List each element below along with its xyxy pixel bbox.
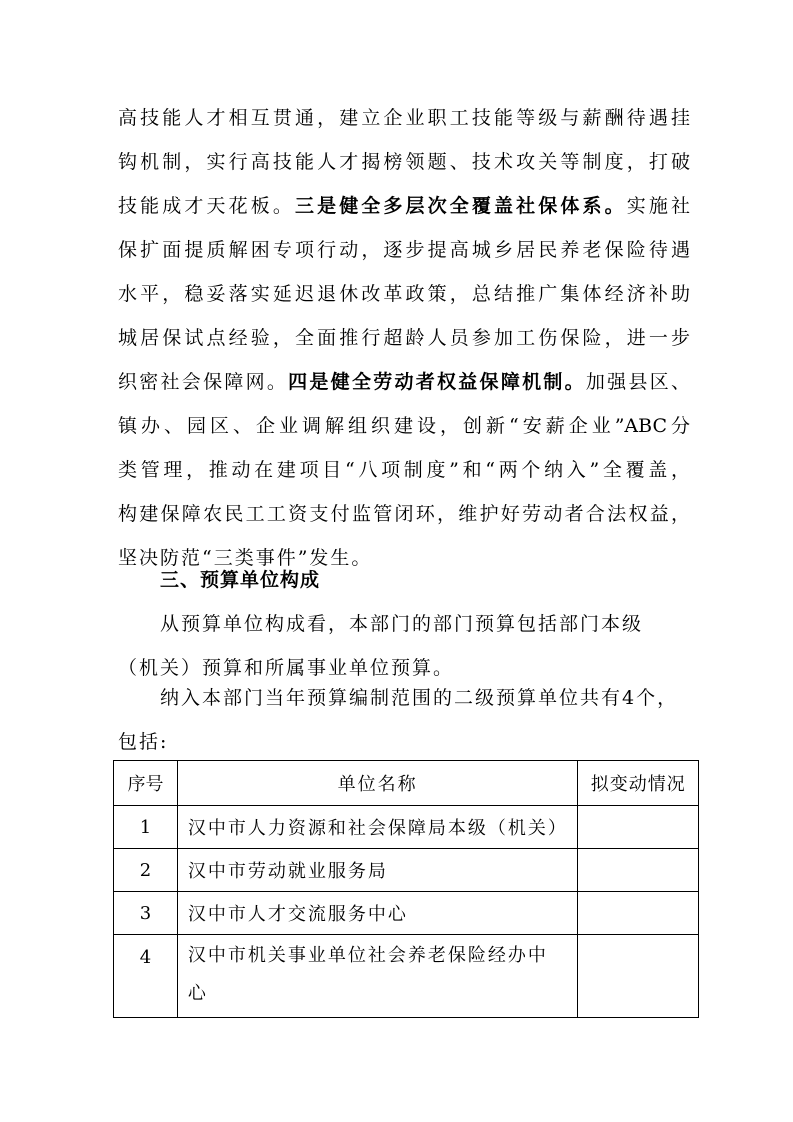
text-line: （机关）预算和所属事业单位预算。 <box>118 657 455 679</box>
bold-highlight: 三是健全多层次全覆盖社保体系。 <box>294 195 627 217</box>
table-row <box>114 935 699 1018</box>
section-heading: 三、预算单位构成 <box>160 569 321 591</box>
text-line: 高技能人才相互贯通，建立企业职工技能等级与薪酬待遇挂 <box>118 107 690 129</box>
header-unit-name: 单位名称 <box>177 761 578 806</box>
row-serial: 2 <box>114 849 178 892</box>
row-unit-name <box>177 935 578 1018</box>
row-serial: 3 <box>114 892 178 935</box>
text-line: 构建保障农民工工资支付监管闭环，维护好劳动者合法权益， <box>118 503 690 525</box>
text-line: 钩机制，实行高技能人才揭榜领题、技术攻关等制度，打破 <box>118 151 690 173</box>
row-unit-name: 汉中市人力资源和社会保障局本级（机关） <box>177 806 578 849</box>
bold-highlight: 四是健全劳动者权益保障机制。 <box>288 371 586 393</box>
text-line: 包括: <box>118 731 169 753</box>
row-planned-change <box>578 935 699 1018</box>
row-serial: 1 <box>114 806 178 849</box>
text-segment: 织密社会保障网。 <box>118 371 289 393</box>
text-line <box>118 184 690 228</box>
text-line: 纳入本部门当年预算编制范围的二级预算单位共有4个， <box>160 687 679 709</box>
text-line: 坚决防范“三类事件”发生。 <box>118 547 373 569</box>
text-line: 水平，稳妥落实延迟退休改革政策，总结推广集体经济补助 <box>118 283 690 305</box>
table-row <box>114 849 699 892</box>
row-unit-name: 汉中市劳动就业服务局 <box>177 849 578 892</box>
budget-units-table <box>113 760 699 1018</box>
unit-name-line: 汉中市机关事业单位社会养老保险经办中 <box>187 945 548 966</box>
row-planned-change <box>578 849 699 892</box>
text-line: 保扩面提质解困专项行动，逐步提高城乡居民养老保险待遇 <box>118 239 690 261</box>
table-row <box>114 806 699 849</box>
unit-name-line: 心 <box>187 983 208 1004</box>
text-segment: 技能成才天花板。 <box>118 195 295 217</box>
text-line: 城居保试点经验，全面推行超龄人员参加工伤保险，进一步 <box>118 327 690 349</box>
header-planned-change: 拟变动情况 <box>578 761 699 806</box>
text-segment: 加强县区、 <box>585 371 690 393</box>
header-serial: 序号 <box>114 761 178 806</box>
row-serial: 4 <box>114 935 178 1018</box>
row-planned-change <box>578 892 699 935</box>
text-line: 从预算单位构成看，本部门的部门预算包括部门本级 <box>160 613 644 635</box>
text-segment: 实施社 <box>626 195 690 217</box>
table-header-row <box>114 761 699 806</box>
text-line <box>118 360 690 404</box>
text-line: 类管理，推动在建项目“八项制度”和“两个纳入”全覆盖， <box>118 459 690 481</box>
row-planned-change <box>578 806 699 849</box>
row-unit-name: 汉中市人才交流服务中心 <box>177 892 578 935</box>
table-row <box>114 892 699 935</box>
text-line: 镇办、园区、企业调解组织建设，创新“安薪企业”ABC分 <box>118 415 690 437</box>
